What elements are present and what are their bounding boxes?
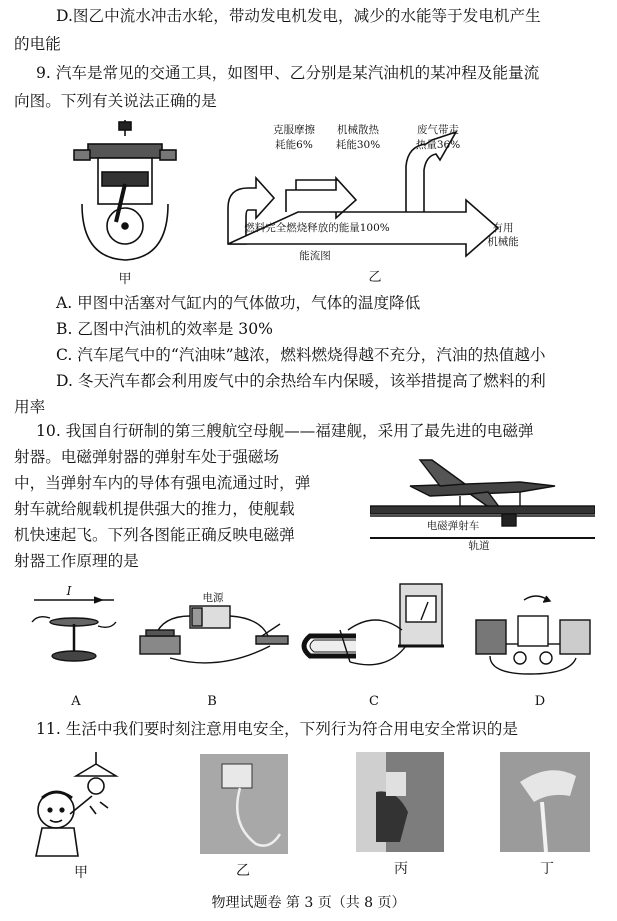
useful-energy-label-1: 有用 (492, 222, 514, 234)
launcher-label: 电磁弹射车 (426, 520, 480, 532)
q9-option-a: A. 甲图中活塞对气缸内的气体做功，气体的温度降低 (56, 294, 421, 312)
q9-option-c: C. 汽车尾气中的“汽油味”越浓，燃料燃烧得越不充分，汽油的热值越小 (56, 346, 546, 364)
option-c-figure (296, 580, 466, 676)
option-b-figure (130, 596, 300, 676)
q9-option-d-cont: 用率 (14, 398, 46, 416)
loss-exhaust-label-2: 热量36% (415, 139, 461, 151)
q9-stem-line2: 向图。下列有关说法正确的是 (14, 92, 217, 110)
q11-stem: 11. 生活中我们要时刻注意用电安全，下列行为符合用电安全常识的是 (36, 720, 518, 738)
track-label: 轨道 (468, 540, 490, 552)
q11-label-yi: 乙 (236, 863, 250, 879)
q10-stem-line6: 射器工作原理的是 (14, 552, 139, 570)
fig-jia-label: 甲 (118, 272, 132, 287)
q10-stem-line1: 10. 我国自行研制的第三艘航空母舰——福建舰，采用了最先进的电磁弹 (36, 422, 534, 440)
loss-mechanical-label-1: 机械散热 (337, 124, 379, 136)
option-a-figure (24, 588, 124, 668)
option-a-label: A (71, 694, 81, 709)
q11-photo-yi (200, 754, 288, 854)
q10-stem-line5: 机快速起飞。下列各图能正确反映电磁弹 (14, 526, 295, 544)
useful-energy-label-2: 机械能 (487, 236, 519, 248)
fig-yi-label: 乙 (368, 270, 382, 285)
power-source-label: 电源 (202, 592, 224, 604)
q11-photo-ding (500, 752, 590, 852)
current-label: I (66, 584, 72, 598)
diagram-title: 能流图 (299, 250, 331, 262)
engine-cylinder-figure (70, 118, 180, 266)
q9-stem-line1: 9. 汽车是常见的交通工具，如图甲、乙分别是某汽油机的某冲程及能量流 (36, 64, 540, 82)
aircraft-launcher-figure (370, 452, 595, 552)
q11-label-jia: 甲 (74, 865, 88, 881)
main-flow-label: 燃料完全燃烧释放的能量100% (244, 222, 390, 234)
q11-label-ding: 丁 (540, 861, 554, 877)
prev-option-d-line2: 的电能 (14, 35, 61, 53)
option-d-figure (470, 590, 600, 680)
option-c-label: C (369, 694, 379, 709)
q9-option-b: B. 乙图中汽油机的效率是 30% (56, 320, 273, 338)
loss-exhaust-label-1: 废气带走 (417, 124, 459, 136)
q9-option-d: D. 冬天汽车都会利用废气中的余热给车内保暖，该举措提高了燃料的利 (56, 372, 546, 390)
q10-stem-line3: 中，当弹射车内的导体有强电流通过时，弹 (14, 474, 311, 492)
q11-label-bing: 丙 (394, 861, 408, 877)
prev-option-d-line1: D.图乙中流水冲击水轮，带动发电机发电，减少的水能等于发电机产生 (56, 7, 541, 25)
q10-stem-line2: 射器。电磁弹射器的弹射车处于强磁场 (14, 448, 280, 466)
q11-figure-jia (20, 752, 140, 860)
loss-mechanical-label-2: 耗能30% (335, 139, 381, 151)
loss-friction-label-1: 克服摩擦 (273, 124, 315, 136)
option-b-label: B (207, 694, 217, 709)
page-footer: 物理试题卷 第 3 页（共 8 页） (211, 895, 406, 911)
q10-stem-line4: 射车就给舰载机提供强大的推力，使舰载 (14, 500, 295, 518)
q11-photo-bing (356, 752, 444, 852)
option-d-label: D (534, 694, 546, 709)
loss-friction-label-2: 耗能6% (275, 139, 313, 151)
